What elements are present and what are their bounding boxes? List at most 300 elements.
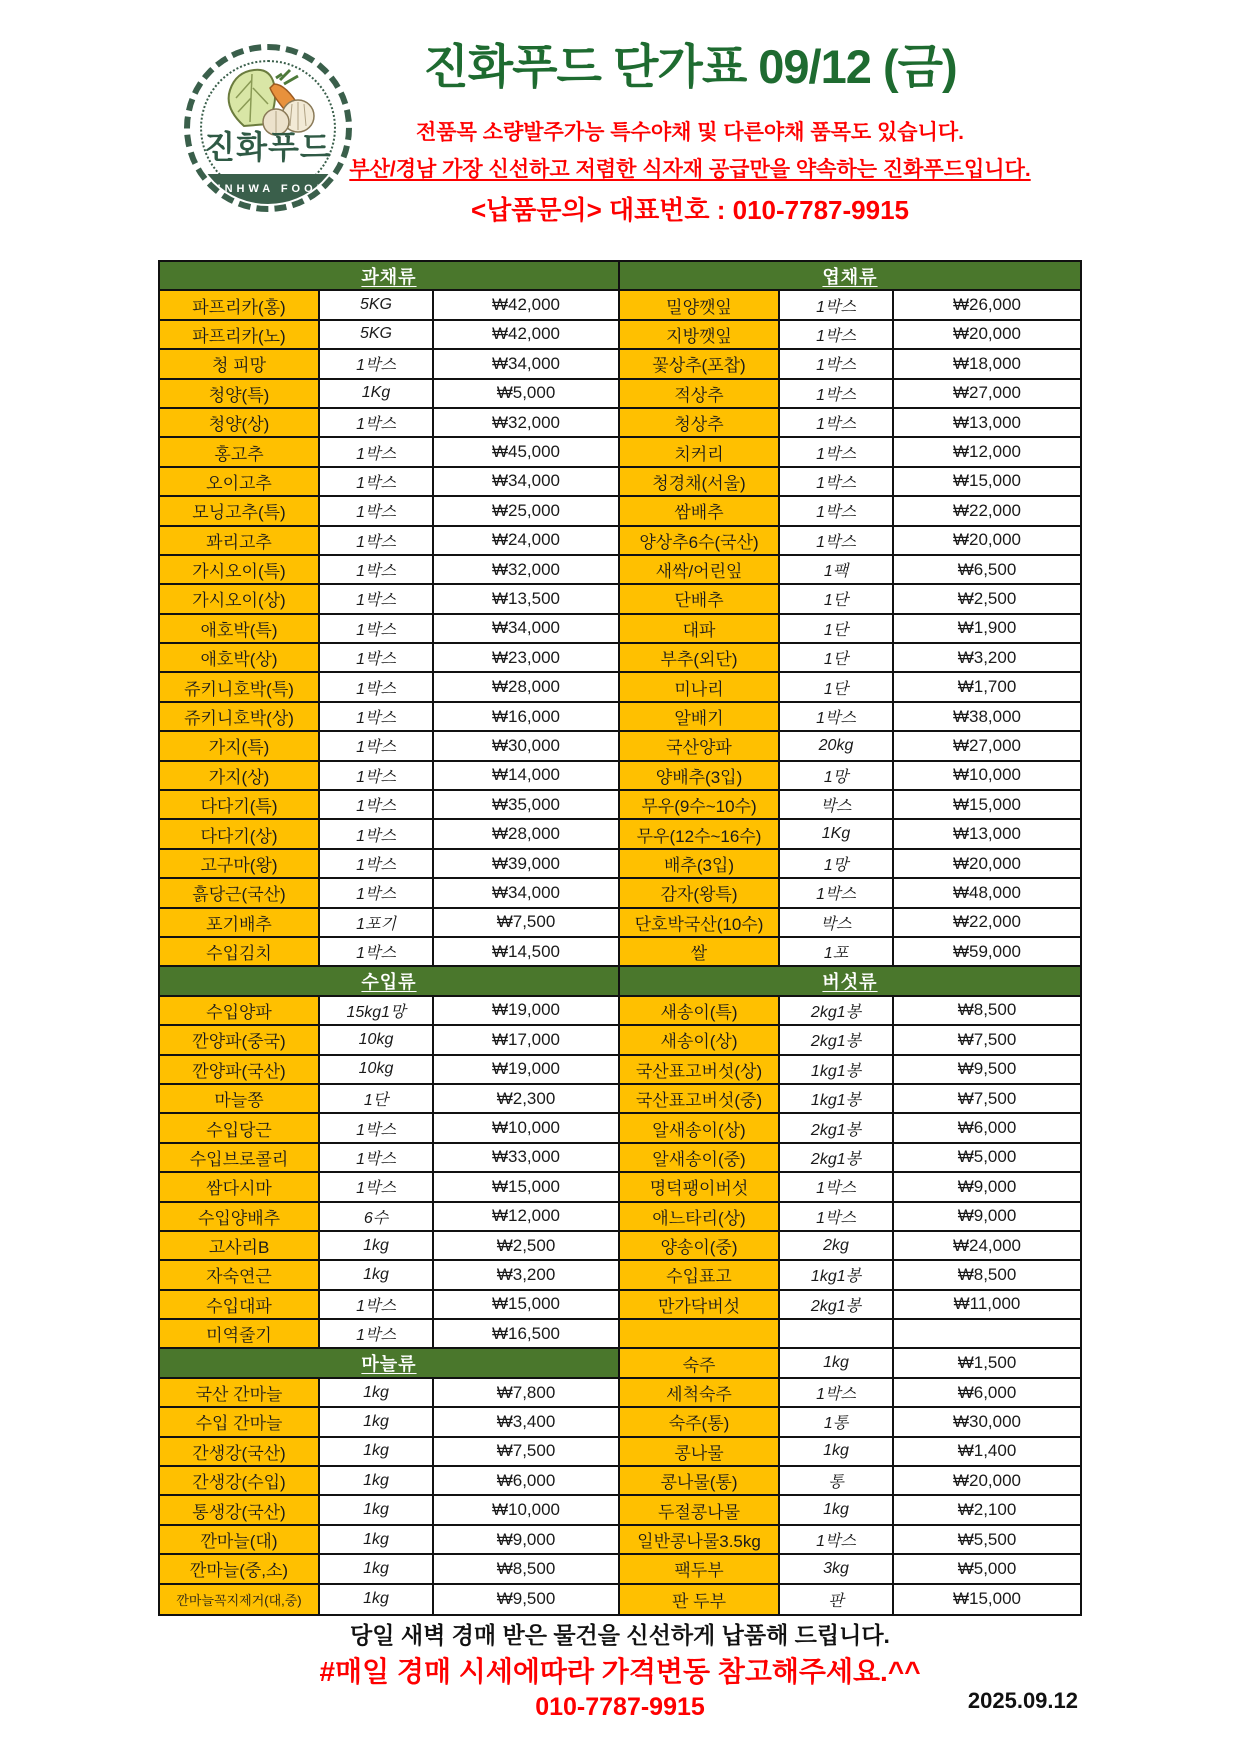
- price-cell: ₩32,000: [491, 412, 561, 432]
- price-cell: ₩48,000: [952, 882, 1022, 902]
- unit-cell: 1박스: [320, 673, 434, 700]
- price-row: [620, 703, 1080, 732]
- unit-cell: 판: [780, 1585, 894, 1614]
- price-row: [620, 1203, 1080, 1232]
- price-row: [160, 380, 618, 409]
- unit-cell: 2kg: [780, 1232, 894, 1259]
- unit-cell: 10kg: [320, 1056, 434, 1083]
- item-name-cell: 간생강(국산): [160, 1438, 320, 1465]
- price-cell: ₩9,500: [957, 1059, 1017, 1079]
- item-name-cell: 알배기: [620, 703, 780, 730]
- price-row: [620, 938, 1080, 967]
- price-cell: ₩13,000: [952, 824, 1022, 844]
- price-row: [160, 1585, 618, 1614]
- unit-cell: 1박스: [780, 438, 894, 465]
- unit-cell: 1박스: [320, 1144, 434, 1171]
- price-cell: ₩9,000: [957, 1206, 1017, 1226]
- price-row: [620, 380, 1080, 409]
- item-name-cell: 무우(12수~16수): [620, 820, 780, 847]
- price-row: [160, 527, 618, 556]
- price-cell: ₩9,500: [496, 1589, 556, 1609]
- price-cell: ₩12,000: [491, 1206, 561, 1226]
- price-row: [160, 585, 618, 614]
- price-cell: ₩10,000: [491, 1500, 561, 1520]
- item-name-cell: 새송이(특): [620, 997, 780, 1024]
- price-cell: ₩24,000: [491, 530, 561, 550]
- price-cell: ₩1,900: [957, 618, 1017, 638]
- item-name-cell: 두절콩나물: [620, 1496, 780, 1523]
- item-name-cell: 국산표고버섯(상): [620, 1056, 780, 1083]
- item-name-cell: 애호박(특): [160, 615, 320, 642]
- price-cell: ₩11,000: [953, 1294, 1021, 1314]
- item-name-cell: 청경채(서울): [620, 468, 780, 495]
- price-table-right-half: [620, 262, 1080, 1614]
- item-name-cell: 명덕팽이버섯: [620, 1173, 780, 1200]
- unit-cell: 1박스: [780, 1203, 894, 1230]
- page-title: 진화푸드 단가표 09/12 (금): [423, 40, 957, 93]
- unit-cell: 1박스: [780, 350, 894, 377]
- item-name-cell: 대파: [620, 615, 780, 642]
- item-name-cell: 양배추(3입): [620, 762, 780, 789]
- item-name-cell: 쥬키니호박(특): [160, 673, 320, 700]
- price-row: [160, 1173, 618, 1202]
- unit-cell: 1박스: [320, 409, 434, 436]
- price-cell: ₩35,000: [491, 794, 561, 814]
- price-row: [160, 997, 618, 1026]
- item-name-cell: 쌀: [620, 938, 780, 965]
- unit-cell: 1박스: [780, 1526, 894, 1553]
- item-name-cell: 감자(왕특): [620, 879, 780, 906]
- price-cell: ₩34,000: [491, 618, 561, 638]
- price-cell: ₩23,000: [491, 647, 561, 667]
- unit-cell: 1박스: [320, 527, 434, 554]
- unit-cell: 1박스: [320, 497, 434, 524]
- price-row: [160, 556, 618, 585]
- item-name-cell: 수입양파: [160, 997, 320, 1024]
- price-cell: ₩22,000: [952, 500, 1022, 520]
- unit-cell: 1박스: [780, 1173, 894, 1200]
- price-cell: [894, 1320, 1080, 1347]
- price-cell: ₩3,200: [957, 647, 1017, 667]
- price-cell: ₩34,000: [491, 882, 561, 902]
- price-row: [620, 820, 1080, 849]
- section-header: 과채류: [160, 262, 618, 289]
- price-row: [160, 1408, 618, 1437]
- price-row: [160, 1203, 618, 1232]
- footer-phone: 010-7787-9915: [535, 1693, 705, 1721]
- price-cell: ₩45,000: [491, 442, 561, 462]
- item-name-cell: 깐양파(중국): [160, 1026, 320, 1053]
- price-row: [160, 1438, 618, 1467]
- item-name-cell: 자숙연근: [160, 1261, 320, 1288]
- price-cell: ₩2,500: [957, 588, 1017, 608]
- unit-cell: 1박스: [320, 615, 434, 642]
- unit-cell: 1단: [780, 644, 894, 671]
- notice-line-1: 전품목 소량발주가능 특수야채 및 다른야채 품목도 있습니다.: [416, 121, 964, 145]
- logo-circle: [192, 52, 344, 204]
- price-row: [620, 997, 1080, 1026]
- price-row: [620, 1526, 1080, 1555]
- unit-cell: 1kg: [780, 1496, 894, 1523]
- price-row: [160, 791, 618, 820]
- unit-cell: 1박스: [320, 791, 434, 818]
- price-row: [160, 1291, 618, 1320]
- price-row: [160, 1555, 618, 1584]
- item-name-cell: 수입대파: [160, 1291, 320, 1318]
- price-row: [160, 1232, 618, 1261]
- unit-cell: 1kg1봉: [780, 1261, 894, 1288]
- unit-cell: 1박스: [320, 556, 434, 583]
- unit-cell: 1kg1봉: [780, 1056, 894, 1083]
- price-row: [620, 468, 1080, 497]
- item-name-cell: 쥬키니호박(상): [160, 703, 320, 730]
- unit-cell: 1팩: [780, 556, 894, 583]
- price-row: [620, 762, 1080, 791]
- unit-cell: 1박스: [780, 1379, 894, 1406]
- contact-phone-line: <납품문의> 대표번호 : 010-7787-9915: [470, 195, 909, 226]
- price-cell: ₩19,000: [491, 1059, 561, 1079]
- price-row: [160, 879, 618, 908]
- unit-cell: 1단: [780, 585, 894, 612]
- unit-cell: 1박스: [320, 1114, 434, 1141]
- price-cell: ₩28,000: [491, 824, 561, 844]
- price-cell: ₩1,700: [957, 677, 1017, 697]
- unit-cell: 1박스: [780, 527, 894, 554]
- price-cell: ₩5,500: [957, 1529, 1017, 1549]
- price-row: [620, 1379, 1080, 1408]
- section-header-row: [620, 967, 1080, 996]
- item-name-cell: 수입김치: [160, 938, 320, 965]
- unit-cell: 20kg: [780, 732, 894, 759]
- item-name-cell: 미역줄기: [160, 1320, 320, 1347]
- price-row: [620, 409, 1080, 438]
- price-cell: ₩5,000: [957, 1147, 1017, 1167]
- item-name-cell: 수입당근: [160, 1114, 320, 1141]
- unit-cell: 박스: [780, 909, 894, 936]
- unit-cell: 1박스: [320, 820, 434, 847]
- unit-cell: 5KG: [320, 321, 434, 348]
- item-name-cell: 다다기(특): [160, 791, 320, 818]
- price-cell: ₩13,500: [491, 588, 561, 608]
- item-name-cell: 다다기(상): [160, 820, 320, 847]
- price-row: [160, 762, 618, 791]
- unit-cell: 2kg1봉: [780, 997, 894, 1024]
- price-cell: ₩34,000: [491, 353, 561, 373]
- price-table: [158, 260, 1082, 1616]
- item-name-cell: 홍고추: [160, 438, 320, 465]
- item-name-cell: 마늘쫑: [160, 1085, 320, 1112]
- unit-cell: 1망: [780, 850, 894, 877]
- price-cell: ₩28,000: [491, 677, 561, 697]
- unit-cell: 1박스: [320, 938, 434, 965]
- unit-cell: 10kg: [320, 1026, 434, 1053]
- item-name-cell: 치커리: [620, 438, 780, 465]
- price-row: [620, 556, 1080, 585]
- item-name-cell: 가시오이(특): [160, 556, 320, 583]
- price-cell: ₩33,000: [491, 1147, 561, 1167]
- footer-delivery-note: 당일 새벽 경매 받은 물건을 신선하게 납품해 드립니다.: [350, 1622, 890, 1648]
- price-cell: ₩5,000: [957, 1558, 1017, 1578]
- section-header-row: [160, 1349, 618, 1378]
- price-row: [160, 468, 618, 497]
- price-cell: ₩15,000: [952, 1589, 1022, 1609]
- price-row: [620, 585, 1080, 614]
- unit-cell: 1박스: [780, 380, 894, 407]
- unit-cell: 1kg: [320, 1526, 434, 1553]
- price-cell: ₩25,000: [491, 500, 561, 520]
- price-row: [160, 850, 618, 879]
- price-cell: ₩6,000: [496, 1470, 556, 1490]
- unit-cell: [780, 1320, 894, 1347]
- item-name-cell: 청 피망: [160, 350, 320, 377]
- price-cell: ₩18,000: [952, 353, 1022, 373]
- item-name-cell: 청양(특): [160, 380, 320, 407]
- item-name-cell: 고사리B: [160, 1232, 320, 1259]
- unit-cell: 1박스: [320, 644, 434, 671]
- price-row: [160, 732, 618, 761]
- item-name-cell: 콩나물: [620, 1438, 780, 1465]
- price-row: [160, 644, 618, 673]
- item-name-cell: 무우(9수~10수): [620, 791, 780, 818]
- price-row: [160, 1467, 618, 1496]
- price-cell: ₩30,000: [952, 1411, 1022, 1431]
- unit-cell: 1박스: [320, 879, 434, 906]
- unit-cell: 1kg: [780, 1349, 894, 1376]
- item-name-cell: 새송이(상): [620, 1026, 780, 1053]
- price-cell: ₩20,000: [952, 324, 1022, 344]
- item-name-cell: 파프리카(노): [160, 321, 320, 348]
- price-table-left-half: [160, 262, 620, 1614]
- price-row: [620, 1291, 1080, 1320]
- item-name-cell: 수입양배추: [160, 1203, 320, 1230]
- logo-english-name: JINHWA FOOD: [207, 183, 329, 195]
- price-cell: ₩16,500: [491, 1323, 561, 1343]
- item-name-cell: 애호박(상): [160, 644, 320, 671]
- price-row: [620, 1585, 1080, 1614]
- price-cell: ₩17,000: [491, 1029, 561, 1049]
- logo-band: [192, 174, 344, 204]
- price-cell: ₩5,000: [496, 383, 556, 403]
- item-name-cell: 배추(3입): [620, 850, 780, 877]
- item-name-cell: 청양(상): [160, 409, 320, 436]
- price-row: [160, 438, 618, 467]
- unit-cell: 1kg: [320, 1438, 434, 1465]
- price-cell: ₩2,100: [957, 1500, 1017, 1520]
- item-name-cell: 가지(상): [160, 762, 320, 789]
- price-row: [620, 438, 1080, 467]
- item-name-cell: 숙주: [620, 1349, 780, 1376]
- price-cell: ₩24,000: [952, 1235, 1022, 1255]
- price-row: [620, 291, 1080, 320]
- item-name-cell: 국산표고버섯(중): [620, 1085, 780, 1112]
- section-header: 버섯류: [620, 967, 1080, 994]
- unit-cell: 1kg: [320, 1408, 434, 1435]
- price-cell: ₩3,400: [496, 1411, 556, 1431]
- unit-cell: 1박스: [320, 703, 434, 730]
- item-name-cell: [620, 1320, 780, 1347]
- item-name-cell: 수입 간마늘: [160, 1408, 320, 1435]
- price-cell: ₩39,000: [491, 853, 561, 873]
- item-name-cell: 적상추: [620, 380, 780, 407]
- notice-line-2: 부산/경남 가장 신선하고 저렴한 식자재 공급만을 약속하는 진화푸드입니다.: [349, 158, 1031, 182]
- price-row: [620, 1320, 1080, 1349]
- price-cell: ₩1,400: [957, 1441, 1017, 1461]
- item-name-cell: 양송이(중): [620, 1232, 780, 1259]
- price-row: [620, 732, 1080, 761]
- price-cell: ₩13,000: [952, 412, 1022, 432]
- item-name-cell: 꽈리고추: [160, 527, 320, 554]
- price-row: [160, 350, 618, 379]
- unit-cell: 2kg1봉: [780, 1291, 894, 1318]
- price-cell: ₩15,000: [952, 471, 1022, 491]
- price-cell: ₩38,000: [952, 706, 1022, 726]
- price-cell: ₩7,500: [957, 1029, 1017, 1049]
- price-row: [160, 1496, 618, 1525]
- price-row: [160, 321, 618, 350]
- price-row: [160, 673, 618, 702]
- item-name-cell: 국산 간마늘: [160, 1379, 320, 1406]
- unit-cell: 1포: [780, 938, 894, 965]
- item-name-cell: 깐마늘(대): [160, 1526, 320, 1553]
- unit-cell: 1박스: [320, 585, 434, 612]
- price-row: [620, 1144, 1080, 1173]
- price-row: [620, 1467, 1080, 1496]
- price-row: [620, 791, 1080, 820]
- price-cell: ₩27,000: [952, 383, 1022, 403]
- price-cell: ₩15,000: [491, 1294, 561, 1314]
- item-name-cell: 숙주(통): [620, 1408, 780, 1435]
- item-name-cell: 간생강(수입): [160, 1467, 320, 1494]
- price-row: [620, 1496, 1080, 1525]
- price-cell: ₩7,500: [957, 1088, 1017, 1108]
- price-cell: ₩42,000: [491, 324, 561, 344]
- unit-cell: 박스: [780, 791, 894, 818]
- item-name-cell: 판 두부: [620, 1585, 780, 1614]
- price-row: [160, 1144, 618, 1173]
- item-name-cell: 청상추: [620, 409, 780, 436]
- item-name-cell: 수입브로콜리: [160, 1144, 320, 1171]
- item-name-cell: 만가닥버섯: [620, 1291, 780, 1318]
- item-name-cell: 알새송이(중): [620, 1144, 780, 1171]
- price-cell: ₩26,000: [952, 295, 1022, 315]
- price-row: [160, 1526, 618, 1555]
- unit-cell: 1박스: [780, 497, 894, 524]
- section-header-row: [160, 262, 618, 291]
- item-name-cell: 포기배추: [160, 909, 320, 936]
- price-cell: ₩19,000: [491, 1000, 561, 1020]
- price-row: [160, 1261, 618, 1290]
- price-row: [620, 1232, 1080, 1261]
- price-row: [620, 1114, 1080, 1143]
- item-name-cell: 밀양깻잎: [620, 291, 780, 318]
- price-cell: ₩27,000: [952, 735, 1022, 755]
- item-name-cell: 미나리: [620, 673, 780, 700]
- unit-cell: 1Kg: [780, 820, 894, 847]
- header: [345, 40, 1035, 227]
- item-name-cell: 쌈다시마: [160, 1173, 320, 1200]
- price-cell: ₩59,000: [952, 941, 1022, 961]
- unit-cell: 1망: [780, 762, 894, 789]
- unit-cell: 2kg1봉: [780, 1114, 894, 1141]
- price-cell: ₩6,500: [957, 559, 1017, 579]
- unit-cell: 1박스: [780, 291, 894, 318]
- price-row: [620, 1438, 1080, 1467]
- price-row: [620, 350, 1080, 379]
- unit-cell: 1박스: [320, 350, 434, 377]
- unit-cell: 1kg: [320, 1467, 434, 1494]
- unit-cell: 1포기: [320, 909, 434, 936]
- price-cell: ₩34,000: [491, 471, 561, 491]
- unit-cell: 1단: [320, 1085, 434, 1112]
- price-row: [160, 703, 618, 732]
- price-cell: ₩15,000: [491, 1176, 561, 1196]
- logo-korean-name: 진화푸드: [204, 129, 332, 165]
- unit-cell: 1Kg: [320, 380, 434, 407]
- price-cell: ₩10,000: [491, 1118, 561, 1138]
- price-cell: ₩2,300: [496, 1088, 556, 1108]
- item-name-cell: 부추(외단): [620, 644, 780, 671]
- unit-cell: 1kg: [320, 1379, 434, 1406]
- item-name-cell: 모닝고추(특): [160, 497, 320, 524]
- unit-cell: 1kg: [320, 1261, 434, 1288]
- price-row: [620, 1173, 1080, 1202]
- unit-cell: 1박스: [320, 1320, 434, 1347]
- price-cell: ₩14,500: [491, 941, 561, 961]
- item-name-cell: 깐양파(국산): [160, 1056, 320, 1083]
- unit-cell: 1kg1봉: [780, 1085, 894, 1112]
- item-name-cell: 세척숙주: [620, 1379, 780, 1406]
- section-header-row: [620, 262, 1080, 291]
- item-name-cell: 단호박국산(10수): [620, 909, 780, 936]
- price-cell: ₩20,000: [952, 530, 1022, 550]
- item-name-cell: 깐마늘꼭지제거(대,중): [160, 1585, 320, 1614]
- price-cell: ₩14,000: [491, 765, 561, 785]
- price-row: [620, 497, 1080, 526]
- price-cell: ₩9,000: [496, 1529, 556, 1549]
- price-row: [620, 1026, 1080, 1055]
- price-row: [620, 1408, 1080, 1437]
- item-name-cell: 수입표고: [620, 1261, 780, 1288]
- unit-cell: 통: [780, 1467, 894, 1494]
- unit-cell: 1박스: [320, 438, 434, 465]
- price-cell: ₩20,000: [952, 853, 1022, 873]
- item-name-cell: 알새송이(상): [620, 1114, 780, 1141]
- item-name-cell: 오이고추: [160, 468, 320, 495]
- price-row: [160, 938, 618, 967]
- unit-cell: 1kg: [320, 1585, 434, 1614]
- price-row: [160, 1114, 618, 1143]
- unit-cell: 1박스: [320, 1173, 434, 1200]
- item-name-cell: 통생강(국산): [160, 1496, 320, 1523]
- item-name-cell: 단배추: [620, 585, 780, 612]
- footer-price-change-notice: #매일 경매 시세에따라 가격변동 참고해주세요.^^: [319, 1656, 921, 1687]
- item-name-cell: 국산양파: [620, 732, 780, 759]
- item-name-cell: 고구마(왕): [160, 850, 320, 877]
- price-row: [620, 1261, 1080, 1290]
- price-row: [160, 1085, 618, 1114]
- price-row: [620, 909, 1080, 938]
- unit-cell: 1박스: [320, 762, 434, 789]
- unit-cell: 1kg: [320, 1555, 434, 1582]
- price-row: [160, 1026, 618, 1055]
- unit-cell: 1단: [780, 615, 894, 642]
- price-row: [160, 820, 618, 849]
- unit-cell: 1박스: [320, 468, 434, 495]
- price-row: [620, 644, 1080, 673]
- price-cell: ₩6,000: [957, 1382, 1017, 1402]
- item-name-cell: 파프리카(홍): [160, 291, 320, 318]
- price-row: [620, 321, 1080, 350]
